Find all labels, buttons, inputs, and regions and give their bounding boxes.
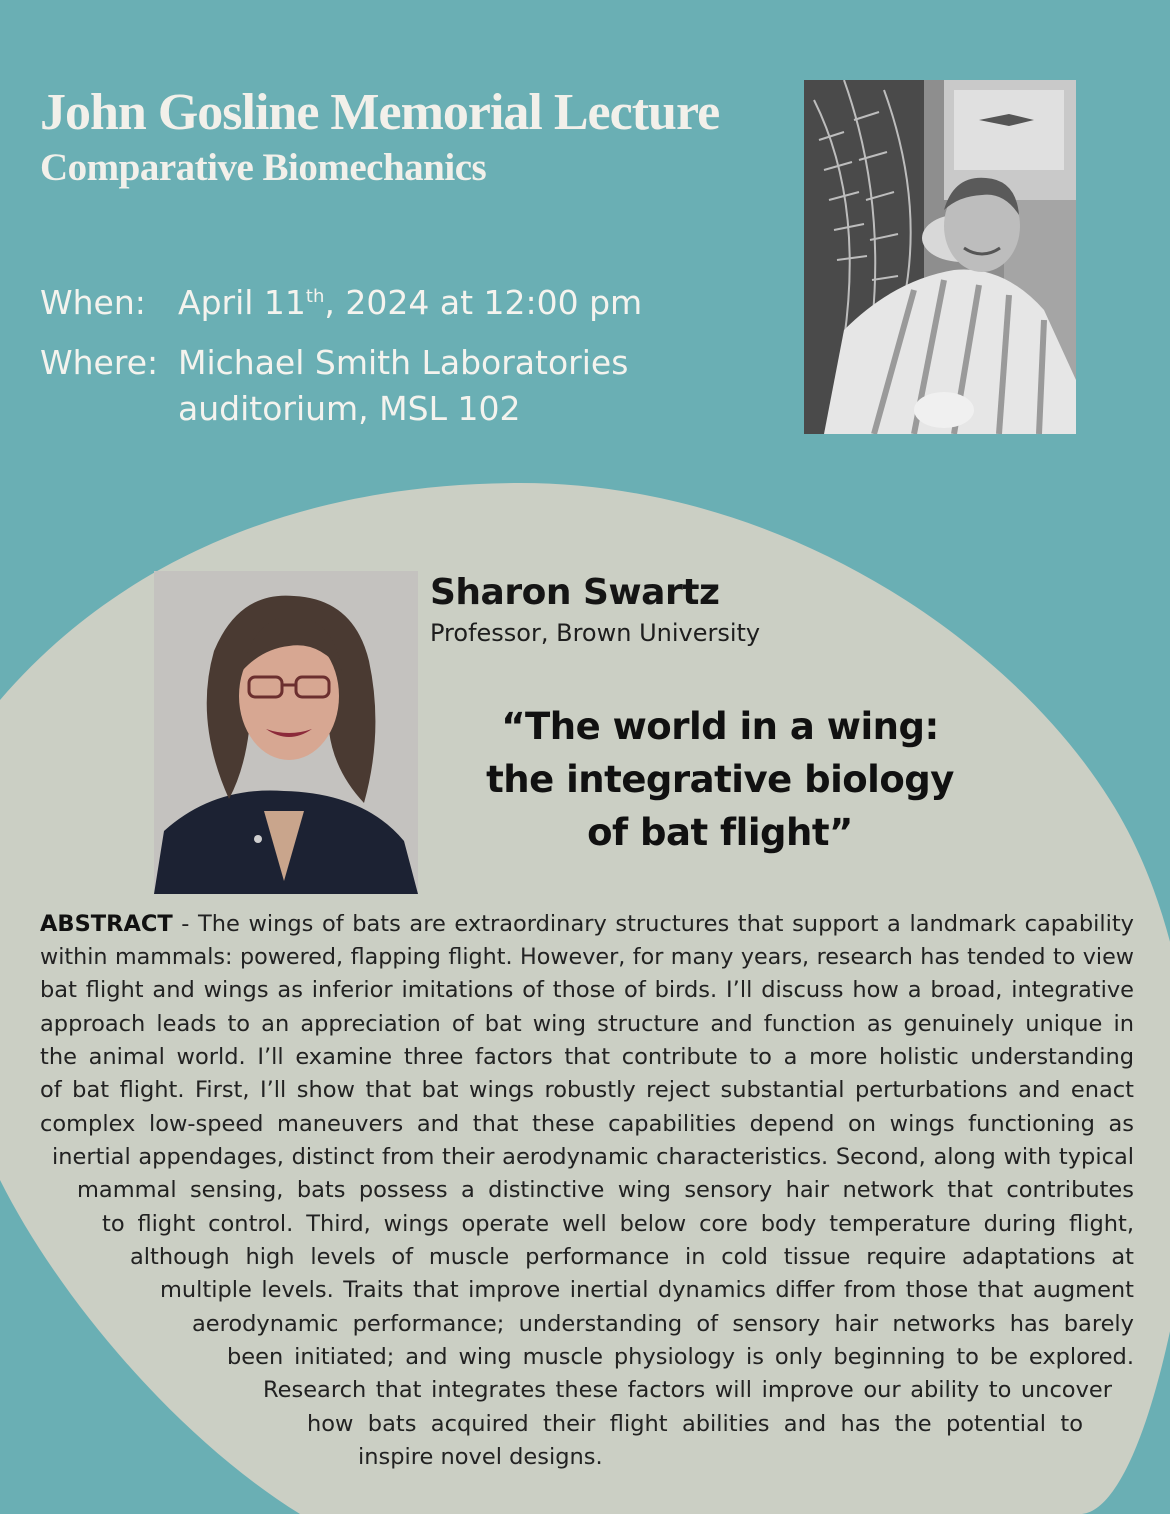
when-time: , 2024 at 12:00 pm xyxy=(324,283,643,322)
lecture-subtitle: Comparative Biomechanics xyxy=(40,146,487,189)
speaker-name: Sharon Swartz xyxy=(430,572,720,613)
speaker-affiliation: Professor, Brown University xyxy=(430,619,761,647)
when-label: When: xyxy=(40,283,146,322)
speaker-photo xyxy=(154,571,418,894)
memorial-photo xyxy=(804,80,1076,434)
lecture-title-block xyxy=(40,82,719,192)
lecture-title: John Gosline Memorial Lecture xyxy=(40,84,720,141)
when-date: April 11 xyxy=(178,283,306,322)
abstract-line: been initiated; and wing muscle physiology is only beginning to be explored. xyxy=(227,1344,1134,1370)
abstract-line: to flight control. Third, wings operate well below core body temperature during flight, xyxy=(102,1211,1134,1237)
abstract-line: complex low-speed maneuvers and that these capabilities depend on wings functioning as xyxy=(40,1111,1134,1137)
abstract-line: the animal world. I’ll examine three factors that contribute to a more holistic understanding xyxy=(40,1044,1134,1070)
abstract-label: ABSTRACT xyxy=(40,911,173,937)
where-line-1: Michael Smith Laboratories xyxy=(178,343,629,382)
abstract-line xyxy=(40,911,1134,944)
portrait-photo-color-icon xyxy=(154,571,418,894)
talk-title-line-2: the integrative biology xyxy=(486,758,954,801)
abstract-line: mammal sensing, bats possess a distinctive wing sensory hair network that contributes xyxy=(77,1177,1134,1203)
abstract-line: multiple levels. Traits that improve inertial dynamics differ from those that augment xyxy=(160,1277,1134,1303)
abstract-line: how bats acquired their flight abilities and has the potential to xyxy=(307,1411,1083,1437)
talk-title xyxy=(460,700,980,859)
abstract-line-text: - The wings of bats are extraordinary structures that support a landmark capability xyxy=(172,911,1134,937)
abstract-line: bat flight and wings as inferior imitations of those of birds. I’ll discuss how a broad, integrative xyxy=(40,977,1134,1003)
where-label: Where: xyxy=(40,343,159,382)
abstract-line: inspire novel designs. xyxy=(358,1444,603,1470)
abstract-line: within mammals: powered, flapping flight. However, for many years, research has tended to view xyxy=(40,944,1134,970)
talk-title-line-3: of bat flight” xyxy=(587,811,853,854)
where-line-2: auditorium, MSL 102 xyxy=(178,389,521,428)
abstract-line: although high levels of muscle performance in cold tissue require adaptations at xyxy=(130,1244,1134,1270)
abstract-line: inertial appendages, distinct from their aerodynamic characteristics. Second, along with typical xyxy=(52,1144,1134,1170)
abstract-line: Research that integrates these factors will improve our ability to uncover xyxy=(263,1377,1112,1403)
abstract-line: aerodynamic performance; understanding of sensory hair networks has barely xyxy=(192,1311,1134,1337)
when-value xyxy=(178,280,642,326)
abstract-line: approach leads to an appreciation of bat wing structure and function as genuinely unique in xyxy=(40,1011,1134,1037)
talk-title-line-1: “The world in a wing: xyxy=(501,705,939,748)
abstract-line: of bat flight. First, I’ll show that bat wings robustly reject substantial perturbations and enact xyxy=(40,1077,1134,1103)
portrait-photo-bw-icon xyxy=(804,80,1076,434)
when-date-suffix: th xyxy=(305,286,325,307)
